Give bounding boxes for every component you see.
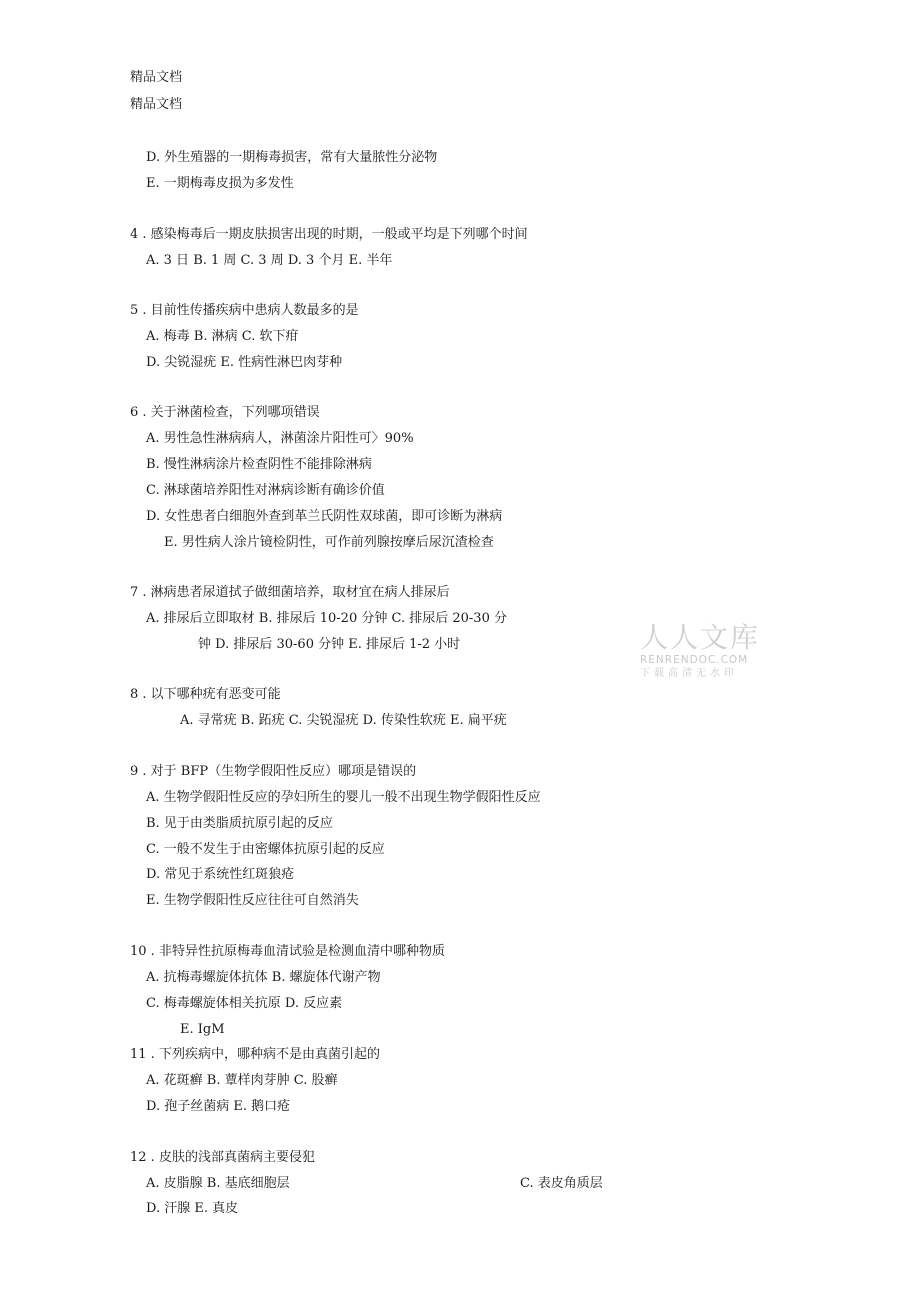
q6-option-b: B. 慢性淋病涂片检查阴性不能排除淋病 [146, 457, 372, 472]
q3-option-e: E. 一期梅毒皮损为多发性 [146, 176, 294, 191]
q9-option-a: A. 生物学假阳性反应的孕妇所生的婴儿一般不出现生物学假阳性反应 [146, 790, 541, 805]
q6-option-d: D. 女性患者白细胞外查到革兰氏阴性双球菌，即可诊断为淋病 [146, 509, 503, 524]
q3-option-d: D. 外生殖器的一期梅毒损害，常有大量脓性分泌物 [146, 150, 438, 165]
q12-options-2: D. 汗腺 E. 真皮 [146, 1201, 239, 1216]
q11-options-2: D. 孢子丝菌病 E. 鹅口疮 [146, 1099, 291, 1114]
watermark-title: 人人文库 [640, 621, 761, 654]
q7-options-2: 钟 D. 排尿后 30-60 分钟 E. 排尿后 1-2 小时 [198, 637, 461, 652]
q10-options-2: C. 梅毒螺旋体相关抗原 D. 反应素 [146, 996, 343, 1011]
q9-stem: 9 . 对于 BFP（生物学假阳性反应）哪项是错误的 [130, 764, 417, 779]
q11-stem: 11 . 下列疾病中，哪种病不是由真菌引起的 [130, 1047, 380, 1062]
q4-options: A. 3 日 B. 1 周 C. 3 周 D. 3 个月 E. 半年 [146, 253, 393, 268]
q10-stem: 10 . 非特异性抗原梅毒血清试验是检测血清中哪种物质 [130, 944, 445, 959]
q6-option-e: E. 男性病人涂片镜检阴性，可作前列腺按摩后尿沉渣检查 [164, 535, 494, 550]
watermark-domain: RENRENDOC.COM [640, 654, 749, 666]
q10-options-3: E. IgM [180, 1022, 225, 1037]
q9-option-c: C. 一般不发生于由密螺体抗原引起的反应 [146, 842, 385, 857]
q11-options-1: A. 花斑癣 B. 蕈样肉芽肿 C. 股癣 [146, 1073, 338, 1088]
q6-option-c: C. 淋球菌培养阳性对淋病诊断有确诊价值 [146, 483, 385, 498]
q4-stem: 4 . 感染梅毒后一期皮肤损害出现的时期，一般或平均是下列哪个时间 [130, 227, 528, 242]
watermark-logo [640, 622, 780, 680]
q7-stem: 7 . 淋病患者尿道拭子做细菌培养，取材宜在病人排尿后 [130, 585, 450, 600]
q7-options-1: A. 排尿后立即取材 B. 排尿后 10-20 分钟 C. 排尿后 20-30 分 [146, 611, 507, 626]
q5-options-1: A. 梅毒 B. 淋病 C. 软下疳 [146, 329, 299, 344]
q5-stem: 5 . 目前性传播疾病中患病人数最多的是 [130, 303, 359, 318]
header-line-2: 精品文档 [130, 97, 183, 112]
q12-stem: 12 . 皮肤的浅部真菌病主要侵犯 [130, 1150, 315, 1165]
q10-options-1: A. 抗梅毒螺旋体抗体 B. 螺旋体代谢产物 [146, 970, 381, 985]
q5-options-2: D. 尖锐湿疣 E. 性病性淋巴肉芽种 [146, 355, 343, 370]
q8-options: A. 寻常疣 B. 跖疣 C. 尖锐湿疣 D. 传染性软疣 E. 扁平疣 [180, 713, 507, 728]
q12-options-1a: A. 皮脂腺 B. 基底细胞层 [146, 1176, 290, 1191]
header-line-1: 精品文档 [130, 70, 183, 85]
q9-option-e: E. 生物学假阳性反应往往可自然消失 [146, 893, 359, 908]
q8-stem: 8 . 以下哪种疣有恶变可能 [130, 687, 281, 702]
watermark-slogan: 下载高清无水印 [640, 668, 738, 679]
q6-stem: 6 . 关于淋菌检查，下列哪项错误 [130, 405, 320, 420]
q9-option-d: D. 常见于系统性红斑狼疮 [146, 867, 295, 882]
q12-options-1b: C. 表皮角质层 [520, 1176, 603, 1191]
q9-option-b: B. 见于由类脂质抗原引起的反应 [146, 816, 333, 831]
q6-option-a: A. 男性急性淋病病人，淋菌涂片阳性可〉90% [146, 431, 414, 446]
